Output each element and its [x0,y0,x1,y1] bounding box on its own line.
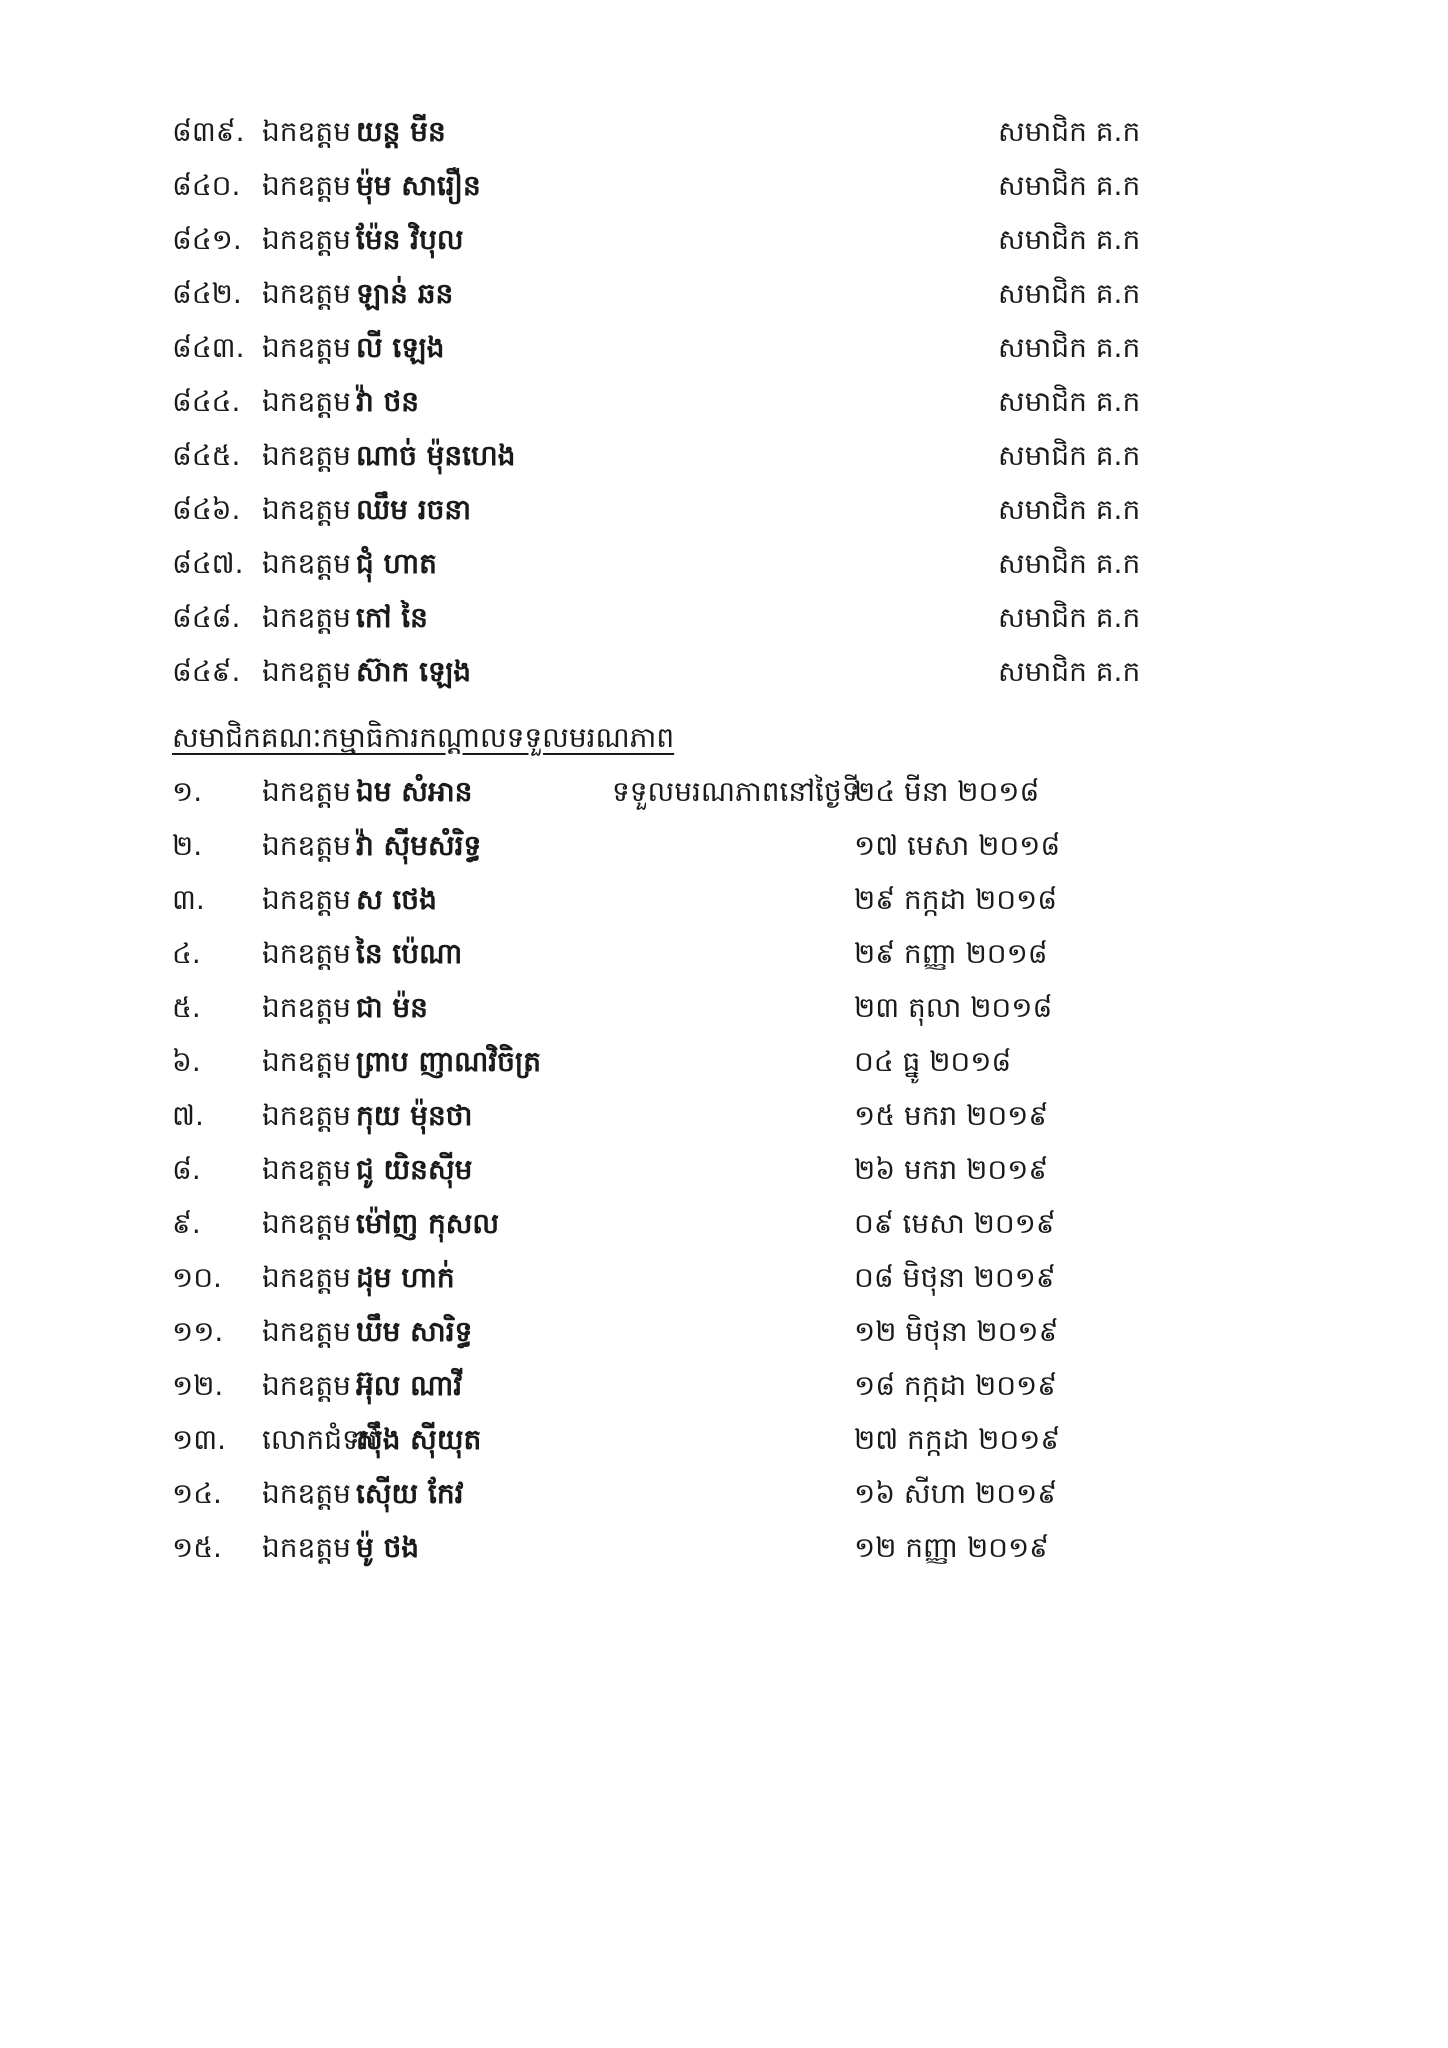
row-number: ៨៤៩. [172,655,241,688]
member-role: សមាជិក គ.ក [998,493,1141,526]
row-number: ៨៤៥. [172,439,241,472]
member-name: ម៉ុម សារឿន [356,169,481,202]
member-role: សមាជិក គ.ក [998,385,1141,418]
honorific: ឯកឧត្តម [262,115,351,148]
member-name: ជូ យិនស៊ីម [356,1153,473,1186]
honorific: ឯកឧត្តម [262,655,351,688]
list-item [0,436,1448,476]
list-item [0,826,1448,866]
member-name: អ៊ុល ណាវី [356,1369,463,1402]
member-name: ស៊ាក ឡេង [356,655,472,688]
list-item [0,166,1448,206]
list-item [0,1366,1448,1406]
member-name: ឃឹម សារិទ្ធ [356,1315,473,1348]
honorific: ឯកឧត្តម [262,1369,351,1402]
list-item [0,1150,1448,1190]
honorific: ឯកឧត្តម [262,937,351,970]
member-role: សមាជិក គ.ក [998,601,1141,634]
death-date: ២៩ កក្កដា ២០១៨ [854,883,1058,916]
member-name: ស៊ឹង ស៊ីយុត [356,1423,482,1456]
list-item [0,934,1448,974]
list-item [0,1042,1448,1082]
death-date: ១៥ មករា ២០១៩ [854,1099,1049,1132]
member-role: សមាជិក គ.ក [998,169,1141,202]
member-name: ម៉ែន វិបុល [356,223,464,256]
honorific: ឯកឧត្តម [262,1315,351,1348]
member-role: សមាជិក គ.ក [998,115,1141,148]
row-number: ៨៤៦. [172,493,241,526]
honorific: ឯកឧត្តម [262,1477,351,1510]
member-name: ឯម សំអាន [356,775,473,808]
death-date: ០៤ ធ្នូ ២០១៨ [854,1045,1012,1078]
member-name: ជា ម៉ន [356,991,428,1024]
death-date: ១២ មិថុនា ២០១៩ [854,1315,1059,1348]
member-name: កៅ នៃ [356,601,428,634]
death-date: ២៣ តុលា ២០១៨ [854,991,1053,1024]
list-item [0,1474,1448,1514]
list-item [0,1312,1448,1352]
honorific: ឯកឧត្តម [262,1207,351,1240]
row-number: ៦. [172,1045,201,1078]
honorific: ឯកឧត្តម [262,169,351,202]
honorific: ឯកឧត្តម [262,601,351,634]
honorific: លោកជំទាវ [262,1423,378,1456]
honorific: ឯកឧត្តម [262,385,351,418]
death-date: ១៨ កក្កដា ២០១៩ [854,1369,1058,1402]
row-number: ៨៤២. [172,277,242,310]
row-number: ១៥. [172,1531,222,1564]
death-date: ០៩ មេសា ២០១៩ [854,1207,1056,1240]
row-number: ១៤. [172,1477,222,1510]
list-item [0,112,1448,152]
death-date: ២៦ មករា ២០១៩ [854,1153,1049,1186]
row-number: ៨៣៩. [172,115,245,148]
row-number: ៨៤៣. [172,331,245,364]
row-number: ១២. [172,1369,224,1402]
death-date: ១២ កញ្ញា ២០១៩ [854,1531,1049,1564]
list-item [0,652,1448,692]
member-name: នៃ ប៉េណា [356,937,463,970]
row-number: ៣. [172,883,205,916]
member-role: សមាជិក គ.ក [998,547,1141,580]
honorific: ឯកឧត្តម [262,1099,351,1132]
honorific: ឯកឧត្តម [262,547,351,580]
honorific: ឯកឧត្តម [262,1531,351,1564]
list-item [0,274,1448,314]
honorific: ឯកឧត្តម [262,1153,351,1186]
honorific: ឯកឧត្តម [262,991,351,1024]
honorific: ឯកឧត្តម [262,439,351,472]
list-item [0,880,1448,920]
death-date: ០៨ មិថុនា ២០១៩ [854,1261,1056,1294]
list-item [0,328,1448,368]
member-name: ព្រាប ញាណវិចិត្រ [356,1045,542,1078]
honorific: ឯកឧត្តម [262,883,351,916]
row-number: ៨. [172,1153,201,1186]
row-number: ៤. [172,937,201,970]
row-number: ១៣. [172,1423,227,1456]
honorific: ឯកឧត្តម [262,775,351,808]
member-role: សមាជិក គ.ក [998,277,1141,310]
honorific: ឯកឧត្តម [262,277,351,310]
honorific: ឯកឧត្តម [262,223,351,256]
honorific: ឯកឧត្តម [262,493,351,526]
list-item [0,1204,1448,1244]
member-name: វ៉ា ស៊ីមសំរិទ្ធ [356,829,482,862]
member-name: ជុំ ហាត [356,547,437,580]
row-number: ៨៤៧. [172,547,244,580]
member-name: យន្ត មីន [356,115,446,148]
list-item [0,382,1448,422]
row-number: ៨៤១. [172,223,242,256]
row-number: ៨៤៤. [172,385,241,418]
death-note: ទទួលមរណភាពនៅថ្ងៃទី [612,775,860,808]
row-number: ១. [172,775,203,808]
member-name: លី ឡេង [356,331,445,364]
member-role: សមាជិក គ.ក [998,655,1141,688]
member-name: ឡាន់ ឆន [356,277,454,310]
death-date: ១៧ មេសា ២០១៨ [854,829,1061,862]
member-name: ឈឹម រចនា [356,493,472,526]
row-number: ១០. [172,1261,222,1294]
list-item [0,598,1448,638]
member-name: កុយ ម៉ុនថា [356,1099,473,1132]
list-item [0,544,1448,584]
list-item [0,220,1448,260]
row-number: ៨៤៨. [172,601,241,634]
member-name: ណាច់ ម៉ុនហេង [356,439,516,472]
row-number: ៩. [172,1207,201,1240]
member-role: សមាជិក គ.ក [998,439,1141,472]
member-name: ម៉ូ ថង [356,1531,420,1564]
row-number: ៥. [172,991,201,1024]
honorific: ឯកឧត្តម [262,1261,351,1294]
list-item [0,1528,1448,1568]
row-number: ១១. [172,1315,224,1348]
list-item [0,1420,1448,1460]
list-item [0,772,1448,812]
member-name: ស៊ើយ កែវ [356,1477,464,1510]
member-name: ដុម ហាក់ [356,1261,455,1294]
list-item [0,1096,1448,1136]
member-role: សមាជិក គ.ក [998,331,1141,364]
death-date: ២៤ មីនា ២០១៨ [854,775,1040,808]
member-name: វ៉ា ថន [356,385,420,418]
death-date: ២៧ កក្កដា ២០១៩ [854,1423,1061,1456]
death-date: ១៦ សីហា ២០១៩ [854,1477,1058,1510]
member-role: សមាជិក គ.ក [998,223,1141,256]
section-heading: សមាជិកគណៈកម្មាធិការកណ្ដាលទទួលមរណភាព [172,721,675,754]
member-name: ស ថេង [356,883,437,916]
honorific: ឯកឧត្តម [262,1045,351,1078]
row-number: ៧. [172,1099,204,1132]
list-item [0,1258,1448,1298]
member-name: ម៉ៅញ កុសល [356,1207,500,1240]
row-number: ៨៤០. [172,169,241,202]
list-item [0,490,1448,530]
death-date: ២៩ កញ្ញា ២០១៨ [854,937,1048,970]
list-item [0,988,1448,1028]
honorific: ឯកឧត្តម [262,829,351,862]
row-number: ២. [172,829,203,862]
honorific: ឯកឧត្តម [262,331,351,364]
